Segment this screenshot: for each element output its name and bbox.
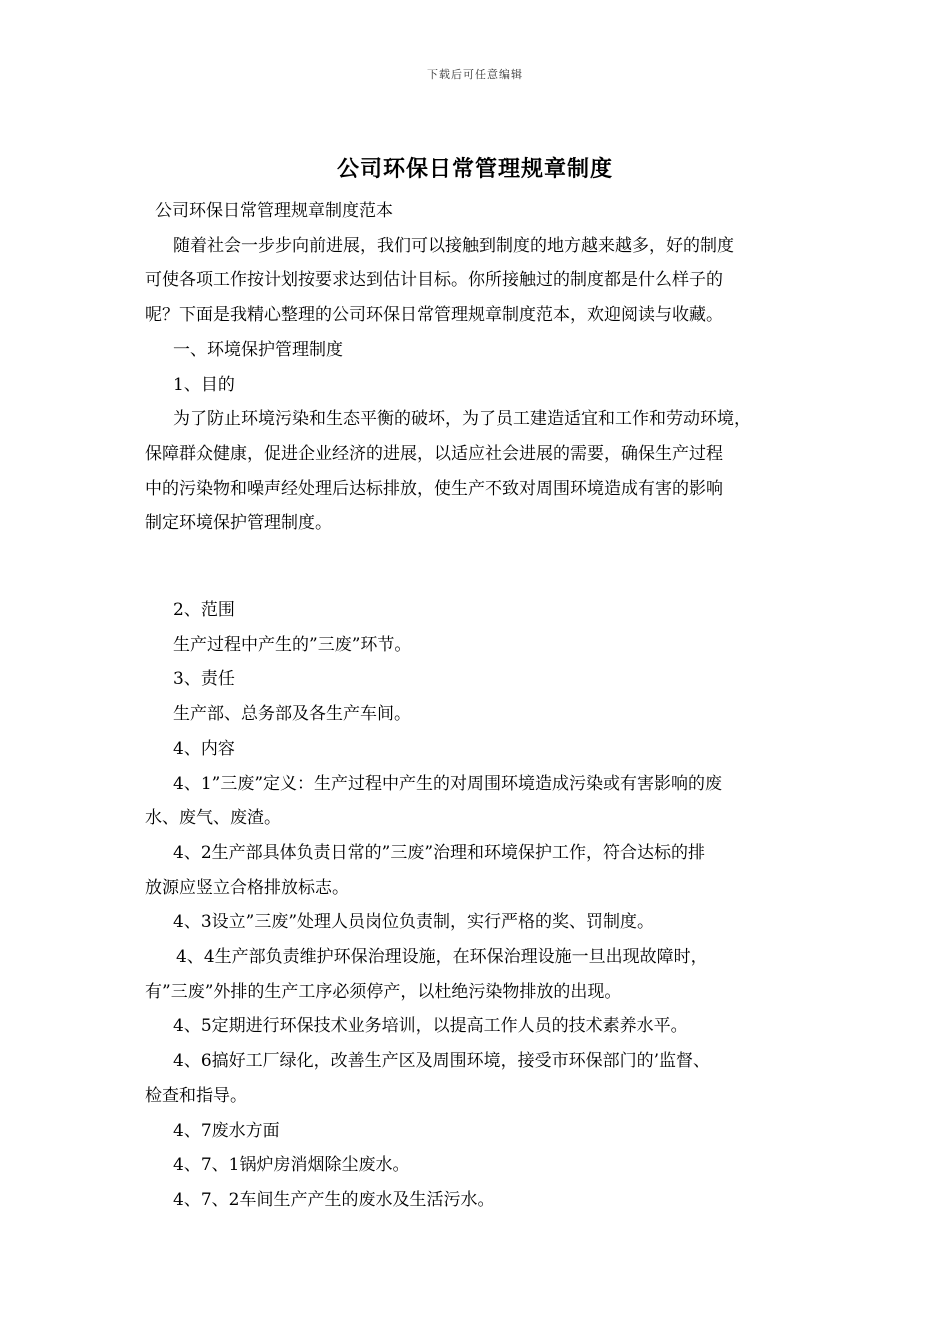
subsection-heading: 2、范围 — [173, 600, 235, 621]
subsection-heading: 4、内容 — [173, 738, 235, 759]
paragraph-line: 4、7、1锅炉房消烟除尘废水。 — [173, 1155, 410, 1176]
paragraph-line: 检查和指导。 — [145, 1085, 247, 1106]
document-title: 公司环保日常管理规章制度 — [336, 156, 613, 182]
paragraph-line: 4、3设立”三废”处理人员岗位负责制，实行严格的奖、罚制度。 — [173, 912, 655, 933]
paragraph-line: 随着社会一步步向前进展，我们可以接触到制度的地方越来越多，好的制度 — [173, 235, 734, 256]
paragraph-line: 生产过程中产生的”三废”环节。 — [173, 634, 412, 655]
section-heading: 一、环境保护管理制度 — [173, 339, 343, 360]
subsection-heading: 1、目的 — [173, 374, 235, 395]
paragraph-line: 4、1”三废”定义：生产过程中产生的对周围环境造成污染或有害影响的废 — [173, 773, 723, 794]
paragraph-line: 呢？下面是我精心整理的公司环保日常管理规章制度范本，欢迎阅读与收藏。 — [145, 305, 723, 326]
subtitle-line: 公司环保日常管理规章制度范本 — [155, 201, 393, 221]
spacer — [145, 541, 810, 593]
paragraph-line: 4、5定期进行环保技术业务培训，以提高工作人员的技术素养水平。 — [173, 1016, 688, 1037]
paragraph-line: 4、7、2车间生产产生的废水及生活污水。 — [173, 1189, 495, 1210]
header-note: 下载后可任意编辑 — [427, 68, 523, 81]
subsection-heading: 4、7废水方面 — [173, 1120, 280, 1141]
paragraph-line: 放源应竖立合格排放标志。 — [145, 877, 349, 898]
document-body — [145, 194, 810, 1218]
paragraph-line: 4、4生产部负责维护环保治理设施，在环保治理设施一旦出现故障时， — [176, 947, 708, 968]
paragraph-line: 制定环境保护管理制度。 — [145, 513, 332, 534]
paragraph-line: 4、6搞好工厂绿化，改善生产区及周围环境，接受市环保部门的’监督、 — [173, 1051, 711, 1072]
paragraph-line: 可使各项工作按计划按要求达到估计目标。你所接触过的制度都是什么样子的 — [145, 270, 723, 291]
paragraph-line: 4、2生产部具体负责日常的”三废”治理和环境保护工作，符合达标的排 — [173, 842, 706, 863]
paragraph-line: 有”三废”外排的生产工序必须停产，以杜绝污染物排放的出现。 — [145, 981, 622, 1002]
paragraph-line: 保障群众健康，促进企业经济的进展，以适应社会进展的需要，确保生产过程 — [145, 443, 723, 464]
paragraph-line: 水、废气、废渣。 — [145, 808, 281, 829]
paragraph-line: 为了防止环境污染和生态平衡的破坏，为了员工建造适宜和工作和劳动环境， — [173, 409, 751, 430]
subsection-heading: 3、责任 — [173, 669, 235, 690]
paragraph-line: 生产部、总务部及各生产车间。 — [173, 704, 411, 725]
paragraph-line: 中的污染物和噪声经处理后达标排放，使生产不致对周围环境造成有害的影响 — [145, 478, 723, 499]
